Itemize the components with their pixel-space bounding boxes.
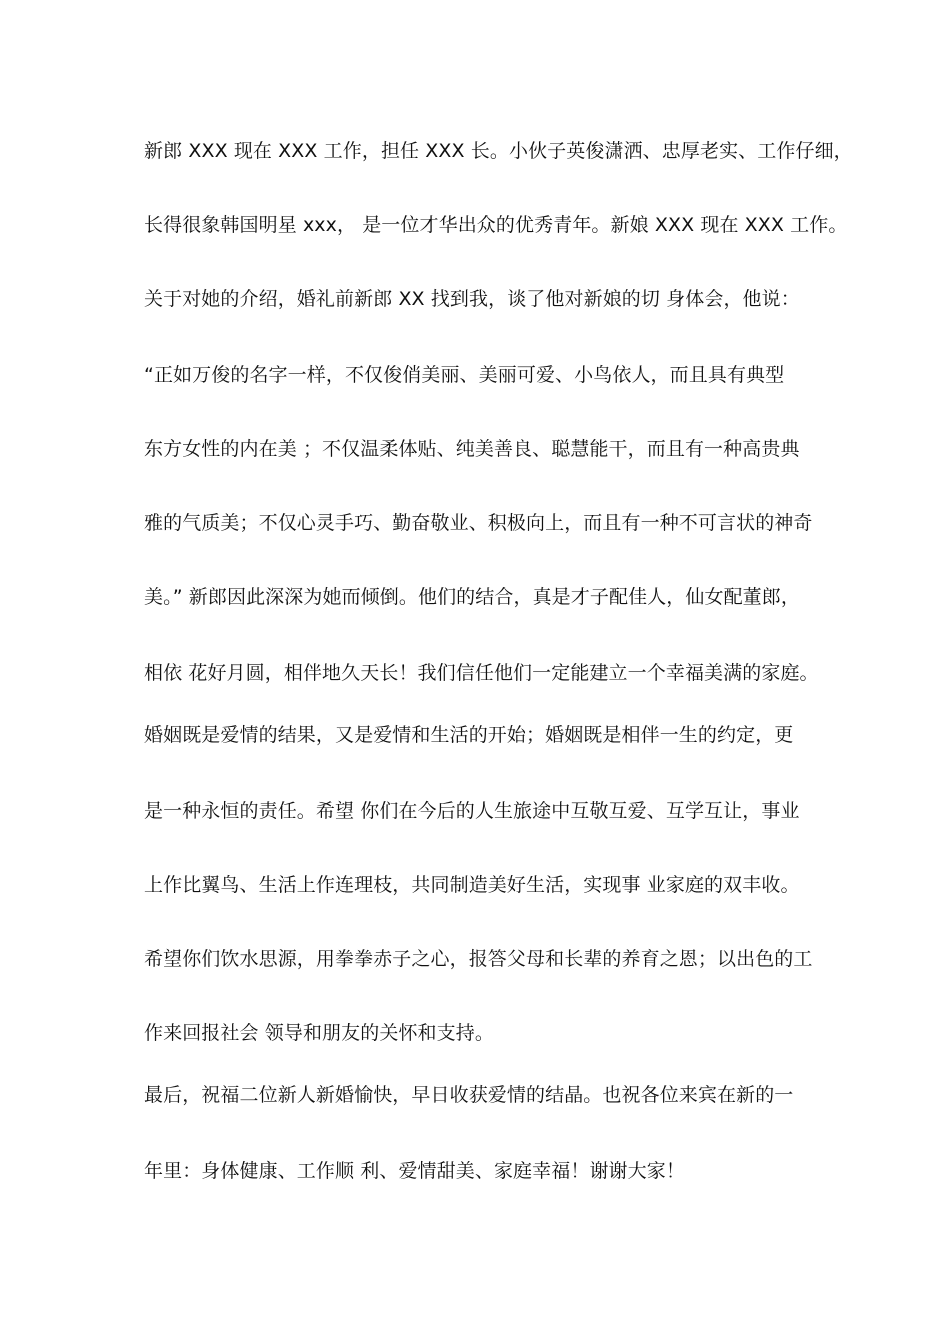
text-line: 婚姻既是爱情的结果，又是爱情和生活的开始；婚姻既是相伴一生的约定，更	[144, 724, 794, 746]
text-line: 长得很象韩国明星 xxx， 是一位才华出众的优秀青年。新娘 XXX 现在 XXX 工作。	[144, 214, 848, 236]
text-line: 上作比翼鸟、生活上作连理枝，共同制造美好生活，实现事 业家庭的双丰收。	[144, 874, 800, 896]
text-line: 东方女性的内在美 ；不仅温柔体贴、纯美善良、聪慧能干，而且有一种高贵典	[144, 438, 800, 460]
text-line: 美。” 新郎因此深深为她而倾倒。他们的结合，真是才子配佳人，仙女配董郎，	[144, 586, 800, 608]
text-line: 关于对她的介绍，婚礼前新郎 XX 找到我，谈了他对新娘的切 身体会，他说：	[144, 288, 800, 310]
text-line: 作来回报社会 领导和朋友的关怀和支持。	[144, 1022, 494, 1044]
text-line: 新郎 XXX 现在 XXX 工作，担任 XXX 长。小伙子英俊潇洒、忠厚老实、工作仔细，	[144, 140, 853, 162]
text-line: 雅的气质美；不仅心灵手巧、勤奋敬业、积极向上，而且有一种不可言状的神奇	[144, 512, 813, 534]
text-line: “正如万俊的名字一样，不仅俊俏美丽、美丽可爱、小鸟依人，而且具有典型	[144, 364, 785, 386]
text-line: 年里：身体健康、工作顺 利、爱情甜美、家庭幸福！谢谢大家！	[144, 1160, 685, 1182]
text-line: 相依 花好月圆，相伴地久天长！我们信任他们一定能建立一个幸福美满的家庭。	[144, 662, 819, 684]
text-line: 是一种永恒的责任。希望 你们在今后的人生旅途中互敬互爱、互学互让，事业	[144, 800, 800, 822]
text-line: 希望你们饮水思源，用拳拳赤子之心，报答父母和长辈的养育之恩；以出色的工	[144, 948, 813, 970]
text-line: 最后，祝福二位新人新婚愉快，早日收获爱情的结晶。也祝各位来宾在新的一	[144, 1084, 794, 1106]
